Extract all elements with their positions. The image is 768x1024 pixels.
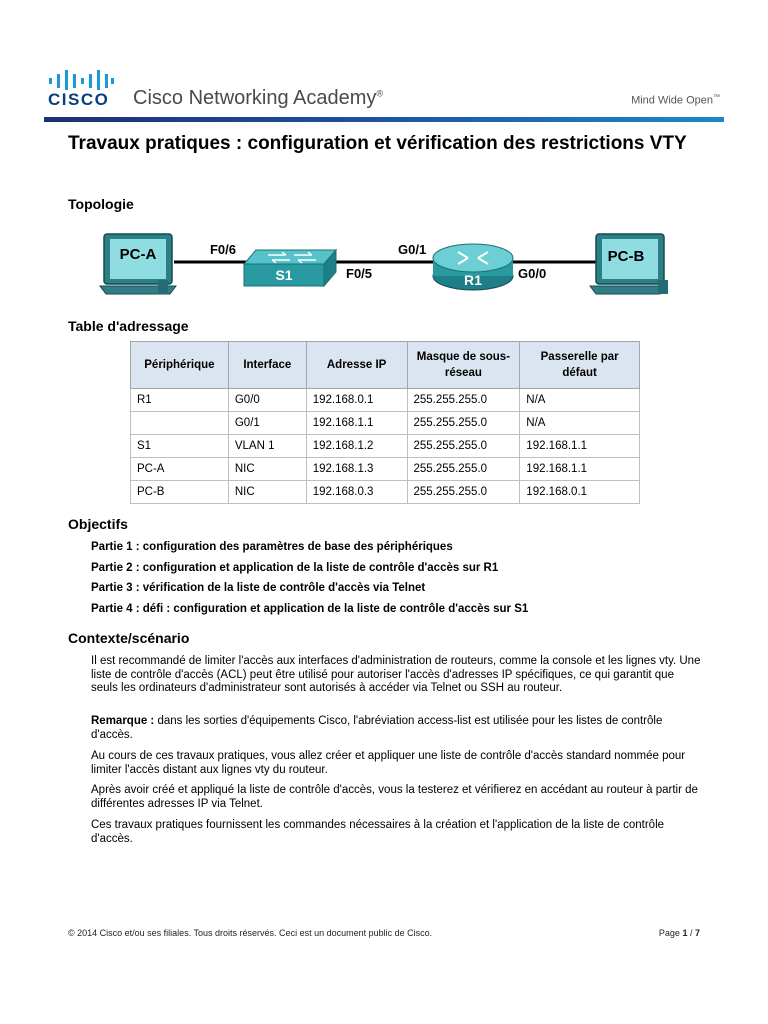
context-paragraph: Il est recommandé de limiter l'accès aux interfaces d'administration de routeurs, comme la console et les lignes vty. Une liste de contrôle d'accès (ACL) peut être utilisé pour autoriser l'accès d'adresses IP spécifiques, ce qui garantit que seuls les ordinateurs d'administrateur sont autorisés à accéder via Telnet ou SSH au routeur. — [91, 655, 701, 694]
tagline: Mind Wide Open™ — [631, 94, 720, 107]
column-header: Passerelle par défaut — [520, 342, 640, 389]
table-cell: 192.168.1.1 — [520, 458, 640, 481]
router-r1-label: R1 — [464, 272, 482, 288]
document-title: Travaux pratiques : configuration et vérification des restrictions VTY — [68, 133, 687, 154]
address-table — [130, 341, 640, 504]
port-label-f05: F0/5 — [346, 266, 373, 281]
table-cell: VLAN 1 — [228, 435, 306, 458]
table-cell: PC-A — [131, 458, 229, 481]
table-cell: 255.255.255.0 — [407, 435, 520, 458]
objective-item: Partie 4 : défi : configuration et application de la liste de contrôle d'accès sur S1 — [91, 603, 529, 615]
table-header-row — [131, 342, 640, 389]
objective-item: Partie 1 : configuration des paramètres de base des périphériques — [91, 541, 453, 553]
table-cell: NIC — [228, 481, 306, 504]
context-paragraph: Ces travaux pratiques fournissent les commandes nécessaires à la création et l'application de la liste de contrôle d'accès. — [91, 819, 665, 845]
table-row — [131, 412, 640, 435]
table-cell: N/A — [520, 412, 640, 435]
cisco-logo-bars-icon — [48, 70, 114, 90]
table-row — [131, 435, 640, 458]
column-header: Périphérique — [131, 342, 229, 389]
switch-s1-label: S1 — [275, 267, 293, 283]
network-topology-diagram — [96, 228, 676, 304]
table-cell: 255.255.255.0 — [407, 412, 520, 435]
pc-a-label: PC-A — [119, 246, 157, 263]
table-cell — [131, 412, 229, 435]
objective-item: Partie 3 : vérification de la liste de contrôle d'accès via Telnet — [91, 582, 426, 594]
context-paragraph: Après avoir créé et appliqué la liste de contrôle d'accès, vous la testerez et vérifierez en accédant au routeur à partir de différentes adresses IP via Telnet. — [91, 784, 698, 810]
table-cell: G0/1 — [228, 412, 306, 435]
cisco-logo-wordmark: CISCO — [48, 90, 110, 109]
table-cell: NIC — [228, 458, 306, 481]
table-cell: 192.168.1.2 — [306, 435, 407, 458]
table-cell: S1 — [131, 435, 229, 458]
table-cell: 192.168.0.3 — [306, 481, 407, 504]
section-heading-topology: Topologie — [68, 196, 134, 212]
header-divider — [44, 117, 724, 122]
table-cell: 255.255.255.0 — [407, 389, 520, 412]
table-cell: R1 — [131, 389, 229, 412]
section-heading-objectives: Objectifs — [68, 516, 128, 532]
table-cell: 192.168.1.1 — [520, 435, 640, 458]
table-cell: PC-B — [131, 481, 229, 504]
port-label-g01: G0/1 — [398, 242, 427, 257]
column-header: Masque de sous-réseau — [407, 342, 520, 389]
table-cell: 192.168.1.3 — [306, 458, 407, 481]
context-paragraph: Au cours de ces travaux pratiques, vous allez créer et appliquer une liste de contrôle d'accès standard nommée pour limiter l'accès distant aux lignes vty du routeur. — [91, 750, 686, 776]
port-label-f06: F0/6 — [209, 242, 236, 257]
footer-page-number: Page 1 / 7 — [658, 928, 700, 938]
port-label-g00: G0/0 — [518, 266, 547, 281]
note-text: dans les sorties d'équipements Cisco, l'abréviation access-list est utilisée pour les listes de contrôle d'accès. — [91, 715, 663, 741]
column-header: Interface — [228, 342, 306, 389]
table-cell: G0/0 — [228, 389, 306, 412]
table-row — [131, 481, 640, 504]
pc-b-label: PC-B — [607, 248, 645, 265]
table-cell: N/A — [520, 389, 640, 412]
academy-name: Cisco Networking Academy® — [133, 87, 384, 109]
table-cell: 255.255.255.0 — [407, 481, 520, 504]
section-heading-context: Contexte/scénario — [68, 630, 190, 646]
column-header: Adresse IP — [306, 342, 407, 389]
footer-copyright: © 2014 Cisco et/ou ses filiales. Tous droits réservés. Ceci est un document public de Cisco. — [68, 928, 433, 938]
section-heading-address-table: Table d'adressage — [68, 318, 189, 334]
note-paragraph — [91, 715, 701, 742]
table-row — [131, 389, 640, 412]
table-row — [131, 458, 640, 481]
objective-item: Partie 2 : configuration et application de la liste de contrôle d'accès sur R1 — [91, 562, 499, 574]
table-cell: 192.168.0.1 — [520, 481, 640, 504]
note-label: Remarque : — [91, 715, 155, 727]
table-cell: 192.168.1.1 — [306, 412, 407, 435]
pc-a-icon — [100, 234, 176, 294]
table-cell: 255.255.255.0 — [407, 458, 520, 481]
table-cell: 192.168.0.1 — [306, 389, 407, 412]
